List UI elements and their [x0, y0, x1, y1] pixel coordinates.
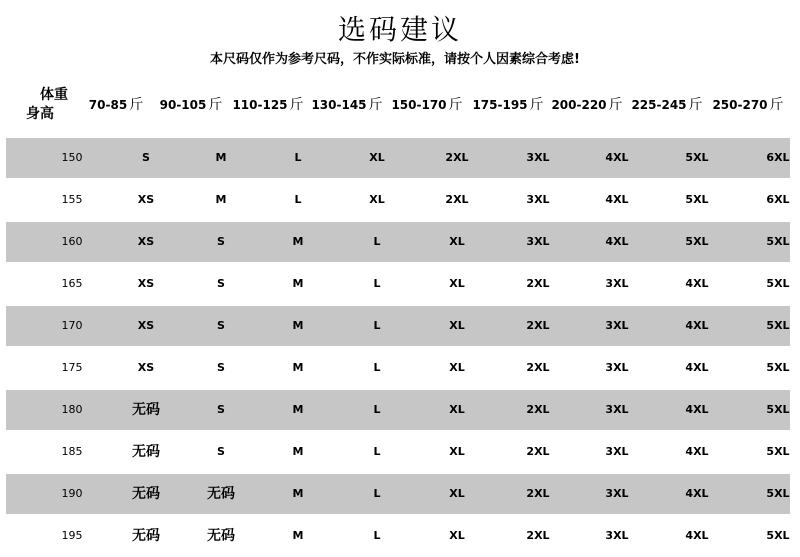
table-row — [6, 390, 790, 430]
size-cell: 4XL — [685, 319, 709, 332]
height-cell: 190 — [61, 487, 83, 500]
size-cell: S — [217, 235, 225, 248]
size-cell: 4XL — [685, 403, 709, 416]
size-cell: 5XL — [766, 403, 790, 416]
size-cell: 4XL — [605, 235, 629, 248]
size-cell: S — [217, 319, 225, 332]
weight-header-3 — [223, 96, 313, 114]
size-cell: S — [217, 403, 225, 416]
size-cell: XL — [449, 235, 465, 248]
weight-range: 150-170 — [391, 98, 447, 112]
size-cell: XL — [449, 361, 465, 374]
size-cell: XS — [137, 319, 155, 332]
size-cell: L — [373, 277, 381, 290]
weight-range: 70-85 — [88, 98, 128, 112]
size-cell: L — [373, 445, 381, 458]
weight-unit: 斤 — [529, 97, 544, 113]
weight-header-9 — [703, 96, 793, 114]
size-cell: 3XL — [605, 319, 629, 332]
size-cell: L — [294, 193, 302, 206]
size-cell: 5XL — [685, 193, 709, 206]
size-cell: 5XL — [766, 361, 790, 374]
height-cell: 170 — [61, 319, 83, 332]
size-cell: 4XL — [685, 277, 709, 290]
size-cell: 3XL — [526, 151, 550, 164]
weight-header-6 — [463, 96, 553, 114]
weight-range: 110-125 — [232, 98, 288, 112]
size-cell: 5XL — [685, 151, 709, 164]
size-cell: 无码 — [132, 486, 160, 502]
weight-unit: 斤 — [368, 97, 383, 113]
size-cell: S — [217, 277, 225, 290]
height-axis-label: 身高 — [26, 106, 54, 122]
weight-range: 250-270 — [712, 98, 768, 112]
size-cell: 5XL — [766, 487, 790, 500]
weight-unit: 斤 — [448, 97, 463, 113]
weight-range: 175-195 — [472, 98, 528, 112]
size-cell: 5XL — [685, 235, 709, 248]
size-cell: 6XL — [766, 151, 790, 164]
size-cell: XL — [449, 445, 465, 458]
size-cell: XL — [449, 529, 465, 542]
size-cell: 2XL — [445, 193, 469, 206]
weight-range: 130-145 — [311, 98, 367, 112]
height-cell: 175 — [61, 361, 83, 374]
size-cell: 无码 — [132, 402, 160, 418]
size-cell: 3XL — [605, 277, 629, 290]
size-cell: M — [215, 151, 227, 164]
weight-range: 200-220 — [551, 98, 607, 112]
height-cell: 185 — [61, 445, 83, 458]
size-cell: L — [373, 403, 381, 416]
size-cell: M — [292, 277, 304, 290]
weight-header-8 — [622, 96, 712, 114]
size-cell: 2XL — [526, 319, 550, 332]
weight-range: 90-105 — [159, 98, 207, 112]
weight-range: 225-245 — [631, 98, 687, 112]
size-cell: XL — [449, 277, 465, 290]
table-row — [6, 516, 790, 556]
size-cell: M — [292, 403, 304, 416]
table-row — [6, 432, 790, 472]
size-cell: 5XL — [766, 319, 790, 332]
weight-unit: 斤 — [688, 97, 703, 113]
table-corner-header — [26, 86, 68, 124]
weight-header-7 — [542, 96, 632, 114]
size-cell: 6XL — [766, 193, 790, 206]
size-cell: 5XL — [766, 235, 790, 248]
size-cell: 无码 — [207, 486, 235, 502]
weight-axis-label: 体重 — [40, 87, 68, 103]
page-title: 选码建议 — [337, 13, 462, 46]
size-cell: 5XL — [766, 277, 790, 290]
height-cell: 150 — [61, 151, 83, 164]
weight-unit: 斤 — [769, 97, 784, 113]
table-row — [6, 306, 790, 346]
size-cell: 无码 — [132, 528, 160, 544]
size-cell: M — [292, 445, 304, 458]
size-cell: L — [373, 235, 381, 248]
table-row — [6, 264, 790, 304]
size-cell: 3XL — [605, 529, 629, 542]
size-cell: L — [294, 151, 302, 164]
table-row — [6, 180, 790, 220]
height-cell: 160 — [61, 235, 83, 248]
size-cell: 2XL — [526, 361, 550, 374]
size-cell: 3XL — [526, 235, 550, 248]
size-cell: 3XL — [605, 361, 629, 374]
size-cell: L — [373, 319, 381, 332]
size-cell: 4XL — [685, 445, 709, 458]
size-cell: XS — [137, 277, 155, 290]
weight-unit: 斤 — [129, 97, 144, 113]
page-subtitle: 本尺码仅作为参考尺码，不作实际标准，请按个人因素综合考虑! — [210, 52, 580, 67]
size-cell: M — [292, 487, 304, 500]
size-cell: 3XL — [605, 445, 629, 458]
table-row — [6, 138, 790, 178]
size-cell: S — [217, 361, 225, 374]
size-cell: XS — [137, 235, 155, 248]
size-cell: XS — [137, 361, 155, 374]
table-row — [6, 474, 790, 514]
size-cell: 2XL — [445, 151, 469, 164]
size-cell: 2XL — [526, 445, 550, 458]
size-cell: M — [292, 235, 304, 248]
size-cell: L — [373, 487, 381, 500]
height-cell: 155 — [61, 193, 83, 206]
weight-header-5 — [382, 96, 472, 114]
size-cell: XS — [137, 193, 155, 206]
size-cell: 无码 — [207, 528, 235, 544]
size-cell: L — [373, 361, 381, 374]
size-cell: XL — [449, 403, 465, 416]
size-cell: 2XL — [526, 277, 550, 290]
size-cell: 4XL — [605, 151, 629, 164]
table-row — [6, 222, 790, 262]
size-cell: 2XL — [526, 487, 550, 500]
size-cell: XL — [369, 193, 385, 206]
size-cell: 4XL — [605, 193, 629, 206]
weight-header-4 — [302, 96, 392, 114]
size-cell: M — [292, 319, 304, 332]
height-cell: 180 — [61, 403, 83, 416]
size-cell: 5XL — [766, 529, 790, 542]
size-cell: M — [292, 529, 304, 542]
size-cell: S — [217, 445, 225, 458]
size-cell: 2XL — [526, 403, 550, 416]
size-cell: XL — [449, 487, 465, 500]
size-cell: M — [215, 193, 227, 206]
table-row — [6, 348, 790, 388]
size-cell: 3XL — [605, 403, 629, 416]
weight-unit: 斤 — [208, 97, 223, 113]
weight-unit: 斤 — [608, 97, 623, 113]
size-cell: XL — [369, 151, 385, 164]
size-cell: 4XL — [685, 487, 709, 500]
height-cell: 165 — [61, 277, 83, 290]
size-cell: 4XL — [685, 361, 709, 374]
weight-unit: 斤 — [289, 97, 304, 113]
size-cell: 4XL — [685, 529, 709, 542]
height-cell: 195 — [61, 529, 83, 542]
size-cell: 3XL — [526, 193, 550, 206]
size-cell: 3XL — [605, 487, 629, 500]
size-cell: XL — [449, 319, 465, 332]
size-cell: M — [292, 361, 304, 374]
size-cell: S — [142, 151, 150, 164]
size-cell: 2XL — [526, 529, 550, 542]
size-cell: 无码 — [132, 444, 160, 460]
size-cell: 5XL — [766, 445, 790, 458]
size-cell: L — [373, 529, 381, 542]
